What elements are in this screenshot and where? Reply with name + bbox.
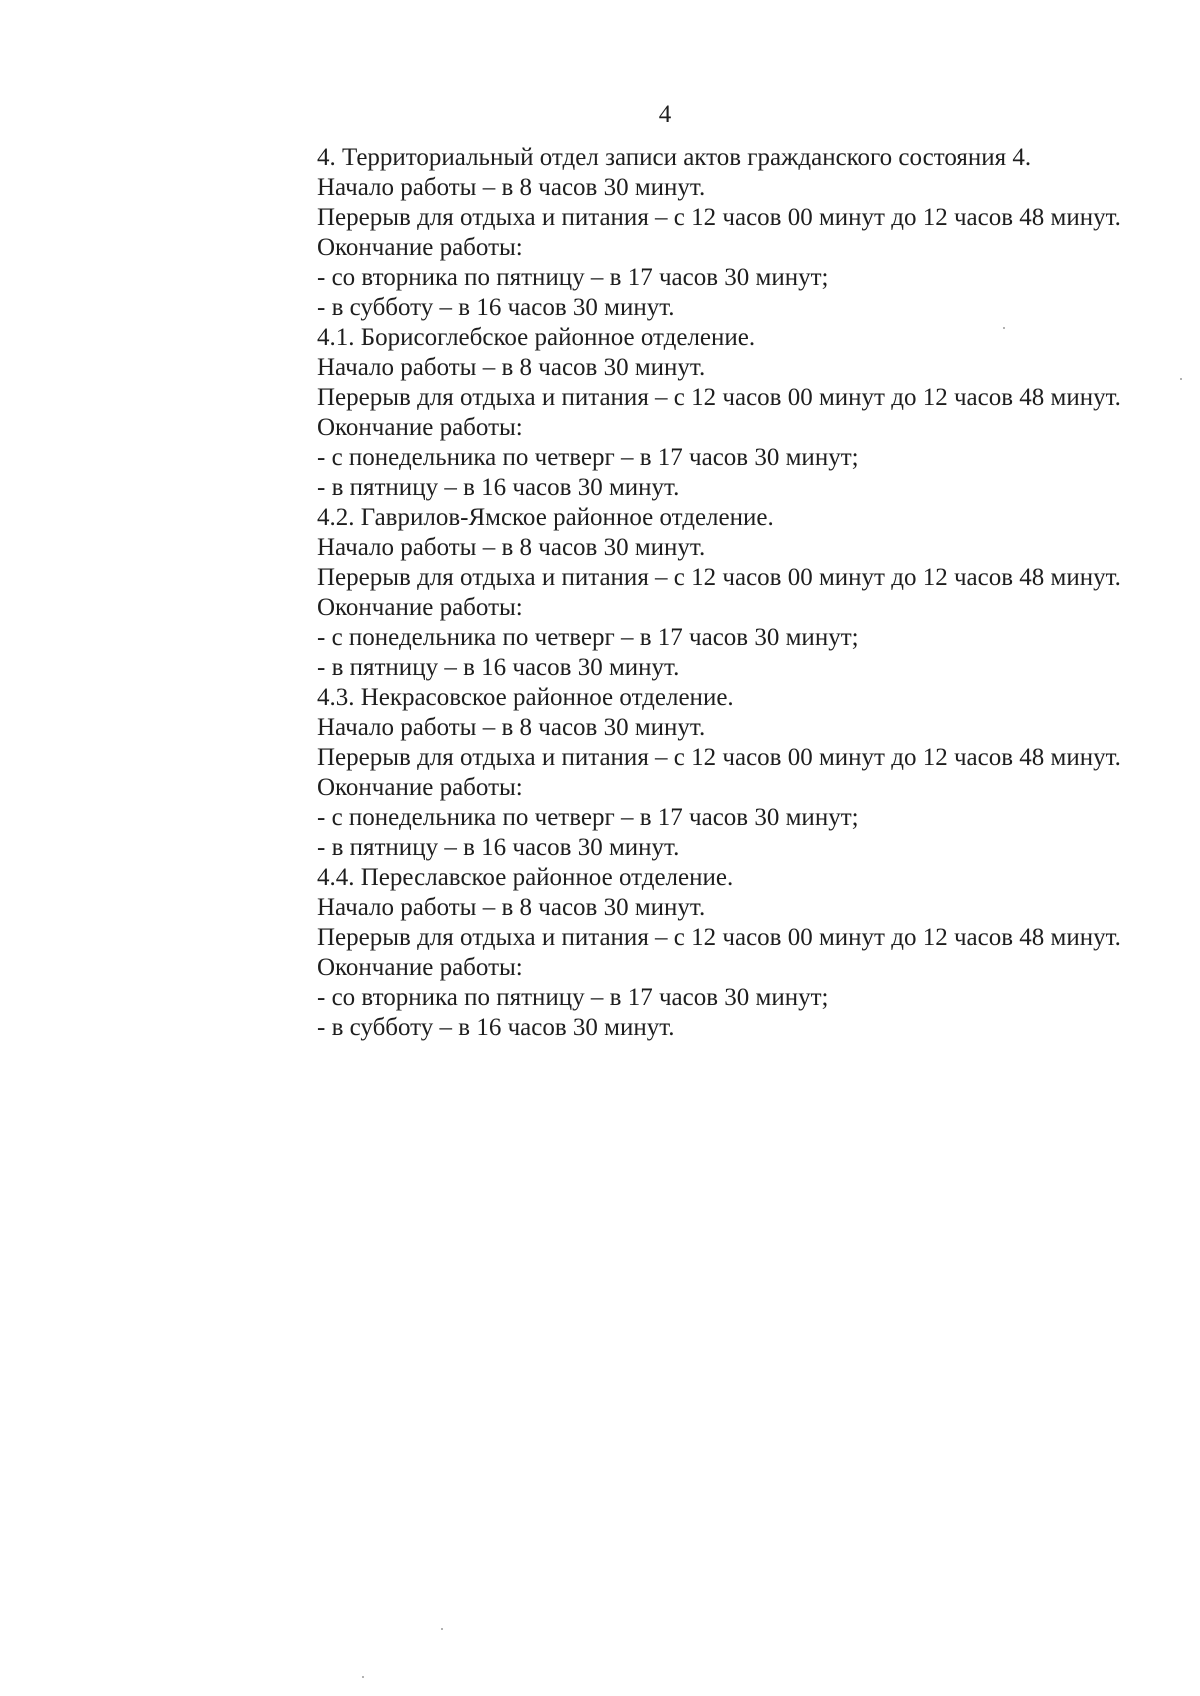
work-start: Начало работы – в 8 часов 30 минут. xyxy=(317,174,706,201)
break-time: Перерыв для отдыха и питания – с 12 часов 00 минут до 12 часов 48 минут. xyxy=(317,204,1121,231)
scan-speck xyxy=(1003,327,1005,329)
work-end-item: - в пятницу – в 16 часов 30 минут. xyxy=(317,834,680,861)
work-end-item: - с понедельника по четверг – в 17 часов 30 минут; xyxy=(317,804,859,831)
section-heading: 4.1. Борисоглебское районное отделение. xyxy=(317,324,756,351)
work-end-item: - в субботу – в 16 часов 30 минут. xyxy=(317,294,675,321)
section-4 xyxy=(250,143,1154,323)
break-time: Перерыв для отдыха и питания – с 12 часов 00 минут до 12 часов 48 минут. xyxy=(317,924,1121,951)
work-start: Начало работы – в 8 часов 30 минут. xyxy=(317,894,706,921)
work-end-item: - в пятницу – в 16 часов 30 минут. xyxy=(317,474,680,501)
work-end-label: Окончание работы: xyxy=(317,774,523,801)
scan-speck xyxy=(441,1628,443,1630)
work-end-item: - с понедельника по четверг – в 17 часов 30 минут; xyxy=(317,444,859,471)
section-4-3 xyxy=(250,683,1154,863)
work-end-label: Окончание работы: xyxy=(317,594,523,621)
break-time: Перерыв для отдыха и питания – с 12 часов 00 минут до 12 часов 48 минут. xyxy=(317,564,1121,591)
section-4-4 xyxy=(250,863,1154,1043)
work-end-item: - со вторника по пятницу – в 17 часов 30 минут; xyxy=(317,264,829,291)
section-heading: 4.4. Переславское районное отделение. xyxy=(317,864,734,891)
break-time: Перерыв для отдыха и питания – с 12 часов 00 минут до 12 часов 48 минут. xyxy=(317,744,1121,771)
scan-speck xyxy=(1180,378,1182,380)
document-body xyxy=(250,143,1154,1043)
scan-speck xyxy=(362,1676,364,1678)
work-end-item: - с понедельника по четверг – в 17 часов 30 минут; xyxy=(317,624,859,651)
section-heading: 4.3. Некрасовское районное отделение. xyxy=(317,684,734,711)
work-end-item: - в пятницу – в 16 часов 30 минут. xyxy=(317,654,680,681)
section-4-1 xyxy=(250,323,1154,503)
work-end-item: - со вторника по пятницу – в 17 часов 30 минут; xyxy=(317,984,829,1011)
work-end-label: Окончание работы: xyxy=(317,414,523,441)
page-number: 4 xyxy=(658,101,672,128)
work-end-item: - в субботу – в 16 часов 30 минут. xyxy=(317,1014,675,1041)
work-end-label: Окончание работы: xyxy=(317,234,523,261)
work-end-label: Окончание работы: xyxy=(317,954,523,981)
section-heading: 4.2. Гаврилов-Ямское районное отделение. xyxy=(317,504,774,531)
work-start: Начало работы – в 8 часов 30 минут. xyxy=(317,534,706,561)
section-4-2 xyxy=(250,503,1154,683)
work-start: Начало работы – в 8 часов 30 минут. xyxy=(317,714,706,741)
break-time: Перерыв для отдыха и питания – с 12 часов 00 минут до 12 часов 48 минут. xyxy=(317,384,1121,411)
section-heading: 4. Территориальный отдел записи актов гражданского состояния 4. xyxy=(317,144,1032,171)
work-start: Начало работы – в 8 часов 30 минут. xyxy=(317,354,706,381)
